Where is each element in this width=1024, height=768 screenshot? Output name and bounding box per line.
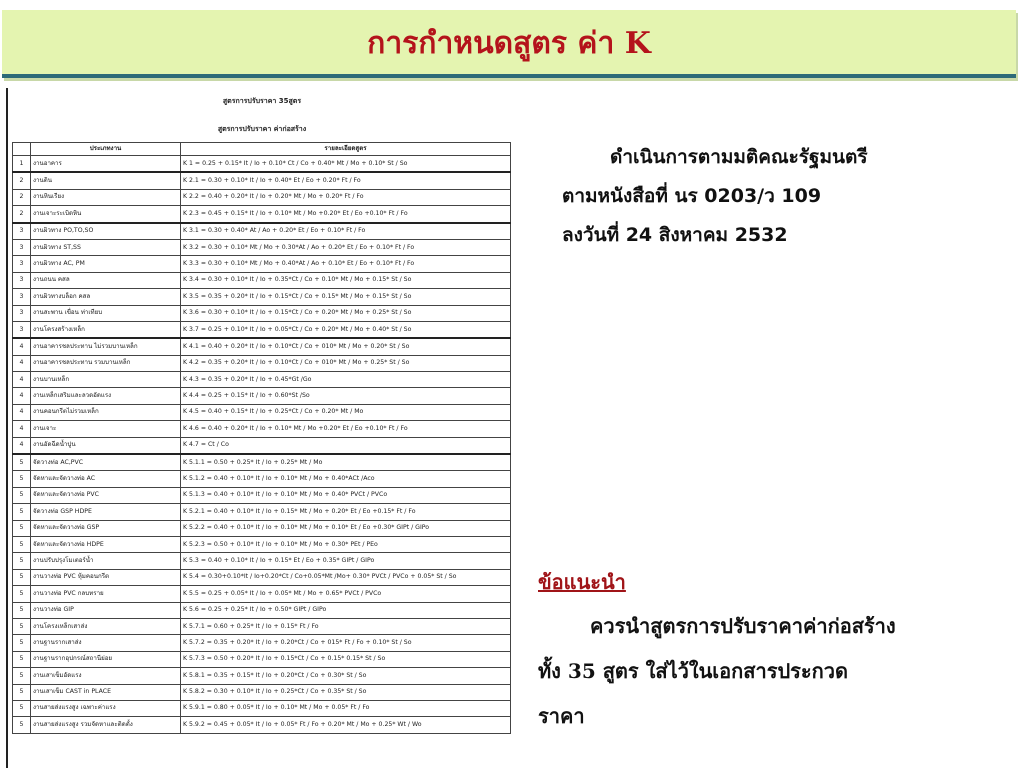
work-type-cell: งานสายส่งแรงสูง รวมจัดหาและติดตั้ง [31,717,181,733]
work-type-cell: งานดิน [31,172,181,189]
group-cell: 5 [13,635,31,651]
table-row [13,471,511,487]
formula-cell: K 5.8.2 = 0.30 + 0.10* It / Io + 0.25*Ct / Co + 0.35* St / So [181,684,511,700]
work-type-cell: จัดหาและจัดวางท่อ GSP [31,520,181,536]
work-type-cell: งานอาคารชลประทาน รวมบานเหล็ก [31,355,181,371]
formula-cell: K 5.8.1 = 0.35 + 0.15* It / Io + 0.20*Ct / Co + 0.30* St / So [181,668,511,684]
group-cell: 4 [13,338,31,355]
table-row [13,223,511,240]
formula-cell: K 2.2 = 0.40 + 0.20* It / Io + 0.20* Mt / Mo + 0.20* Ft / Fo [181,189,511,205]
formula-cell: K 4.1 = 0.40 + 0.20* It / Io + 0.10*Ct / Co + 010* Mt / Mo + 0.20* St / So [181,338,511,355]
table-row [13,239,511,255]
work-type-cell: งานผิวทางบล็อก คสล [31,289,181,305]
table-row [13,355,511,371]
group-cell: 2 [13,189,31,205]
group-cell: 4 [13,388,31,404]
table-row [13,553,511,569]
formula-cell: K 3.1 = 0.30 + 0.40* At / Ao + 0.20* Et / Eo + 0.10* Ft / Fo [181,223,511,240]
left-divider [6,88,8,768]
table-header-row [13,143,511,156]
group-cell: 5 [13,520,31,536]
work-type-cell: จัดวางท่อ AC,PVC [31,454,181,471]
table-row [13,305,511,321]
work-type-cell: งานฐานรากเสาส่ง [31,635,181,651]
formula-cell: K 2.1 = 0.30 + 0.10* It / Io + 0.40* Et / Eo + 0.20* Ft / Fo [181,172,511,189]
formula-cell: K 3.7 = 0.25 + 0.10* It / Io + 0.05*Ct / Co + 0.20* Mt / Mo + 0.40* St / So [181,321,511,338]
work-type-cell: งานบานเหล็ก [31,372,181,388]
table-row [13,536,511,552]
column-header [13,143,31,156]
table-row [13,618,511,634]
formula-cell: K 1 = 0.25 + 0.15* It / Io + 0.10* Ct / Co + 0.40* Mt / Mo + 0.10* St / So [181,156,511,173]
table-row [13,256,511,272]
work-type-cell: งานเจาะระเบิดหิน [31,206,181,223]
table-row [13,700,511,716]
formula-cell: K 4.5 = 0.40 + 0.15* It / Io + 0.25*Ct / Co + 0.20* Mt / Mo [181,404,511,420]
group-cell: 2 [13,172,31,189]
resolution-line: ตามหนังสือที่ นร 0203/ว 109 [562,185,822,207]
formula-cell: K 5.1.2 = 0.40 + 0.10* It / Io + 0.10* Mt / Mo + 0.40*ACt /Aco [181,471,511,487]
work-type-cell: งานอาคาร [31,156,181,173]
group-cell: 5 [13,651,31,667]
work-type-cell: งานสะพาน เขื่อน ท่าเทียบ [31,305,181,321]
formula-cell: K 5.9.2 = 0.45 + 0.05* It / Io + 0.05* Ft / Fo + 0.20* Mt / Mo + 0.25* Wt / Wo [181,717,511,733]
work-type-cell: งานอัดฉีดน้ำปูน [31,437,181,454]
table-row [13,289,511,305]
advice-line: ควรนำสูตรการปรับราคาค่าก่อสร้าง [590,614,896,638]
group-cell: 5 [13,668,31,684]
group-cell: 2 [13,206,31,223]
work-type-cell: งานผิวทาง PO,TO,SO [31,223,181,240]
group-cell: 3 [13,305,31,321]
table-row [13,504,511,520]
advice-line: ทั้ง 35 สูตร ใส่ไว้ในเอกสารประกวด [538,659,848,683]
work-type-cell: งานโครงสร้างเหล็ก [31,321,181,338]
group-cell: 5 [13,700,31,716]
formula-cell: K 4.4 = 0.25 + 0.15* It / Io + 0.60*St /So [181,388,511,404]
group-cell: 3 [13,256,31,272]
work-type-cell: งานวางท่อ PVC หุ้มคอนกรีต [31,569,181,585]
advice-heading: ข้อแนะนำ [538,570,626,594]
table-row [13,668,511,684]
work-type-cell: งานสายส่งแรงสูง เฉพาะค่าแรง [31,700,181,716]
document-caption: สูตรการปรับราคา 35สูตร [222,97,302,105]
group-cell: 4 [13,421,31,437]
work-type-cell: งานวางท่อ GIP [31,602,181,618]
group-cell: 4 [13,355,31,371]
document-subcaption: สูตรการปรับราคา ค่าก่อสร้าง [217,125,307,133]
group-cell: 5 [13,454,31,471]
table-row [13,404,511,420]
table-row [13,372,511,388]
work-type-cell: งานหินเรียง [31,189,181,205]
group-cell: 5 [13,504,31,520]
work-type-cell: งานคอนกรีตไม่รวมเหล็ก [31,404,181,420]
formula-cell: K 3.4 = 0.30 + 0.10* It / Io + 0.35*Ct / Co + 0.10* Mt / Mo + 0.15* St / So [181,272,511,288]
formula-cell: K 2.3 = 0.45 + 0.15* It / Io + 0.10* Mt / Mo +0.20* Et / Eo +0.10* Ft / Fo [181,206,511,223]
work-type-cell: งานผิวทาง AC, PM [31,256,181,272]
group-cell: 3 [13,272,31,288]
advice-section [538,566,1008,739]
table-row [13,717,511,733]
formula-cell: K 5.4 = 0.30+0.10*It / Io+0.20*Ct / Co+0.05*Mt /Mo+ 0.30* PVCt / PVCo + 0.05* St / So [181,569,511,585]
formula-cell: K 5.5 = 0.25 + 0.05* It / Io + 0.05* Mt / Mo + 0.65* PVCt / PVCo [181,586,511,602]
work-type-cell: จัดหาและจัดวางท่อ HDPE [31,536,181,552]
formula-cell: K 5.2.3 = 0.50 + 0.10* It / Io + 0.10* Mt / Mo + 0.30* PEt / PEo [181,536,511,552]
group-cell: 5 [13,684,31,700]
group-cell: 5 [13,536,31,552]
formula-cell: K 5.7.2 = 0.35 + 0.20* It / Io + 0.20*Ct / Co + 015* Ft / Fo + 0.10* St / So [181,635,511,651]
advice-line: ราคา [538,704,585,728]
formula-cell: K 3.6 = 0.30 + 0.10* It / Io + 0.15*Ct / Co + 0.20* Mt / Mo + 0.25* St / So [181,305,511,321]
formula-cell: K 5.3 = 0.40 + 0.10* It / Io + 0.15* Et / Eo + 0.35* GIPt / GIPo [181,553,511,569]
resolution-note [540,138,990,255]
work-type-cell: งานวางท่อ PVC กลบทราย [31,586,181,602]
work-type-cell: งานเหล็กเสริมและลวดอัดแรง [31,388,181,404]
work-type-cell: จัดหาและจัดวางท่อ PVC [31,487,181,503]
work-type-cell: งานเสาเข็มอัดแรง [31,668,181,684]
group-cell: 5 [13,717,31,733]
group-cell: 5 [13,618,31,634]
table-row [13,487,511,503]
table-row [13,189,511,205]
formula-cell: K 5.6 = 0.25 + 0.25* It / Io + 0.50* GIPt / GIPo [181,602,511,618]
formula-cell: K 5.7.1 = 0.60 + 0.25* It / Io + 0.15* Ft / Fo [181,618,511,634]
table-row [13,635,511,651]
group-cell: 3 [13,289,31,305]
formula-cell: K 3.3 = 0.30 + 0.10* Mt / Mo + 0.40*At / Ao + 0.10* Et / Eo + 0.10* Ft / Fo [181,256,511,272]
formula-cell: K 5.9.1 = 0.80 + 0.05* It / Io + 0.10* Mt / Mo + 0.05* Ft / Fo [181,700,511,716]
work-type-cell: งานปรับปรุงโมเตอร์น้ำ [31,553,181,569]
work-type-cell: งานเจาะ [31,421,181,437]
table-row [13,206,511,223]
group-cell: 1 [13,156,31,173]
work-type-cell: จัดหาและจัดวางท่อ AC [31,471,181,487]
formula-cell: K 4.6 = 0.40 + 0.20* It / Io + 0.10* Mt / Mo +0.20* Et / Eo +0.10* Ft / Fo [181,421,511,437]
formula-cell: K 5.1.1 = 0.50 + 0.25* It / Io + 0.25* Mt / Mo [181,454,511,471]
formula-cell: K 4.2 = 0.35 + 0.20* It / Io + 0.10*Ct / Co + 010* Mt / Mo + 0.25* St / So [181,355,511,371]
formula-cell: K 3.2 = 0.30 + 0.10* Mt / Mo + 0.30*At / Ao + 0.20* Et / Eo + 0.10* Ft / Fo [181,239,511,255]
table-row [13,388,511,404]
table-row [13,651,511,667]
table-row [13,437,511,454]
formula-cell: K 5.2.1 = 0.40 + 0.10* It / Io + 0.15* Mt / Mo + 0.20* Et / Eo +0.15* Ft / Fo [181,504,511,520]
group-cell: 4 [13,372,31,388]
table-row [13,454,511,471]
formula-cell: K 4.3 = 0.35 + 0.20* It / Io + 0.45*Gt /Go [181,372,511,388]
group-cell: 5 [13,553,31,569]
table-row [13,520,511,536]
group-cell: 4 [13,437,31,454]
work-type-cell: งานเสาเข็ม CAST in PLACE [31,684,181,700]
formula-document [12,94,512,768]
table-row [13,586,511,602]
slide-title: การกำหนดสูตร ค่า K [367,26,651,61]
group-cell: 5 [13,569,31,585]
work-type-cell: จัดวางท่อ GSP HDPE [31,504,181,520]
table-row [13,569,511,585]
formula-cell: K 5.7.3 = 0.50 + 0.20* It / Io + 0.15*Ct / Co + 0.15* 0.15* St / So [181,651,511,667]
group-cell: 3 [13,223,31,240]
work-type-cell: งานอาคารชลประทาน ไม่รวมบานเหล็ก [31,338,181,355]
group-cell: 4 [13,404,31,420]
table-row [13,684,511,700]
table-row [13,321,511,338]
column-header: ประเภทงาน [31,143,181,156]
resolution-line: ดำเนินการตามมติคณะรัฐมนตรี [610,146,868,168]
work-type-cell: งานถนน คสล [31,272,181,288]
group-cell: 5 [13,471,31,487]
table-row [13,172,511,189]
resolution-line: ลงวันที่ 24 สิงหาคม 2532 [562,224,788,246]
title-bar [2,10,1016,78]
formula-cell: K 4.7 = Ct / Co [181,437,511,454]
group-cell: 3 [13,239,31,255]
group-cell: 3 [13,321,31,338]
column-header: รายละเอียดสูตร [181,143,511,156]
table-row [13,156,511,173]
table-row [13,602,511,618]
table-row [13,338,511,355]
formula-cell: K 5.2.2 = 0.40 + 0.10* It / Io + 0.10* Mt / Mo + 0.10* Et / Eo +0.30* GIPt / GIPo [181,520,511,536]
group-cell: 5 [13,586,31,602]
work-type-cell: งานผิวทาง ST,SS [31,239,181,255]
table-row [13,272,511,288]
work-type-cell: งานโครงเหล็กเสาส่ง [31,618,181,634]
work-type-cell: งานฐานรากอุปกรณ์สถานีย่อย [31,651,181,667]
table-body [13,156,511,734]
group-cell: 5 [13,602,31,618]
advice-body [538,604,1008,739]
table-row [13,421,511,437]
formula-cell: K 5.1.3 = 0.40 + 0.10* It / Io + 0.10* Mt / Mo + 0.40* PVCt / PVCo [181,487,511,503]
group-cell: 5 [13,487,31,503]
formula-cell: K 3.5 = 0.35 + 0.20* It / Io + 0.15*Ct / Co + 0.15* Mt / Mo + 0.15* St / So [181,289,511,305]
k-formula-table [12,142,511,734]
